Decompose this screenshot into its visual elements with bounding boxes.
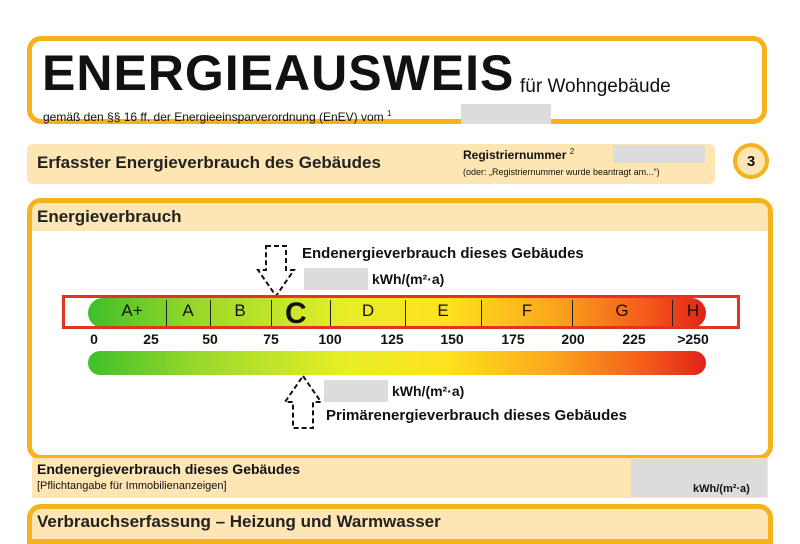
scale-tick-label: 225: [622, 331, 646, 347]
current-efficiency-class: C: [285, 297, 307, 330]
consumption-section-title: Verbrauchserfassung – Heizung und Warmwasser: [37, 512, 441, 531]
class-label: F: [521, 301, 533, 320]
document-subtitle: für Wohngebäude: [520, 76, 671, 97]
registration-label: [463, 147, 574, 162]
class-highlight-frame: [62, 295, 740, 329]
class-label: G: [615, 301, 629, 320]
summary-unit: kWh/(m²·a): [693, 483, 750, 495]
end-energy-unit: kWh/(m²·a): [372, 271, 445, 287]
scale-tick-label: >250: [677, 331, 709, 347]
primary-energy-value-field[interactable]: [324, 380, 388, 402]
registration-number-field[interactable]: [613, 145, 705, 163]
legal-footnote: 1: [386, 109, 392, 118]
registration-note: (oder: „Registriernummer wurde beantragt am...“): [463, 167, 660, 177]
end-energy-value-field[interactable]: [304, 268, 368, 290]
class-label: H: [686, 301, 700, 320]
scale-tick-label: 100: [318, 331, 342, 347]
energy-section-title: Energieverbrauch: [37, 207, 182, 226]
scale-tick-label: 175: [501, 331, 525, 347]
scale-tick-label: 75: [263, 331, 279, 347]
end-energy-arrow-icon: [256, 244, 296, 300]
primary-energy-unit: kWh/(m²·a): [392, 383, 465, 399]
summary-note: [Pflichtangabe für Immobilienanzeigen]: [37, 480, 227, 492]
scale-tick-label: 200: [561, 331, 585, 347]
end-energy-label: Endenergieverbrauch dieses Gebäudes: [302, 245, 584, 262]
scale-tick-label: 25: [143, 331, 159, 347]
registration-section-title: Erfasster Energieverbrauch des Gebäudes: [37, 153, 381, 172]
value-gradient-bar: [88, 351, 706, 375]
class-label: A+: [121, 301, 143, 320]
document-title: ENERGIEAUSWEIS: [42, 45, 515, 101]
registration-label-text: Registriernummer: [463, 148, 567, 162]
class-label: A: [182, 301, 194, 320]
primary-energy-arrow-icon: [283, 374, 323, 432]
class-label: E: [437, 301, 449, 320]
registration-footnote: 2: [569, 147, 575, 156]
summary-title: Endenergieverbrauch dieses Gebäudes: [37, 461, 300, 477]
scale-tick-label: 125: [380, 331, 404, 347]
scale-tick-label: 0: [90, 331, 98, 347]
scale-tick-label: 50: [202, 331, 218, 347]
primary-energy-label: Primärenergieverbrauch dieses Gebäudes: [326, 407, 627, 424]
class-label: D: [361, 301, 375, 320]
page-number-badge: 3: [733, 143, 769, 179]
date-field[interactable]: [461, 104, 551, 124]
legal-reference: [43, 107, 391, 124]
scale-tick-label: 150: [440, 331, 464, 347]
legal-text: gemäß den §§ 16 ff. der Energieeinsparverordnung (EnEV) vom: [43, 110, 384, 124]
class-label: B: [234, 301, 246, 320]
